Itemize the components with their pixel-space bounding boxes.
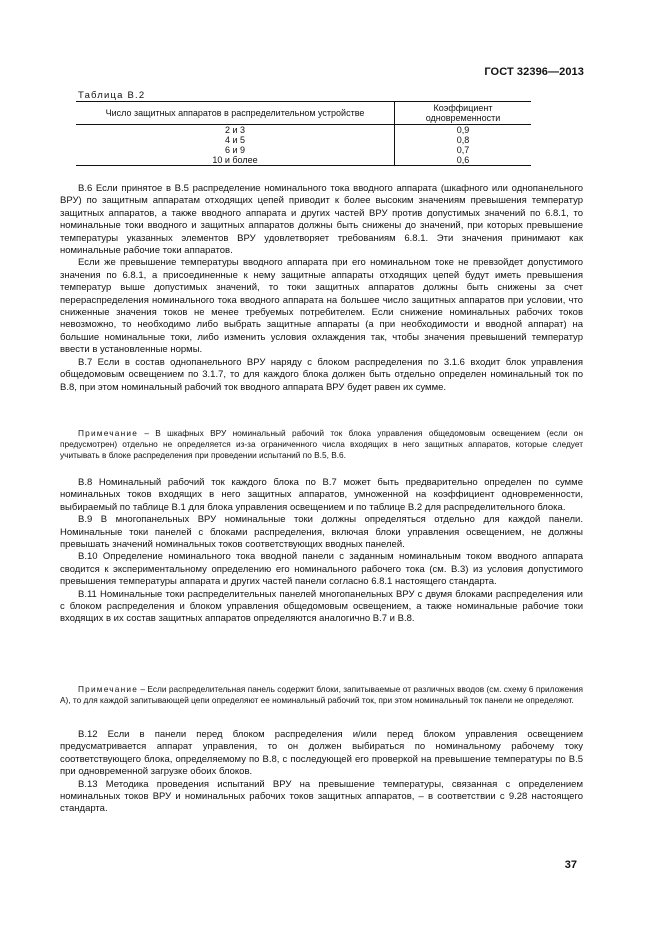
- paragraph-b6-cont: Если же превышение температуры вводного аппарата при его номинальном токе не превзойдет допустимого значения по 6.8.1, а присоединенные к нему защитные аппараты отходящих цепей будут иметь превышения температур выше допустимых значений, то токи защитных аппаратов должны быть снижены за счет перераспределения номинального тока вводного аппарата на большее число защитных аппаратов при условии, что сниженные значения токов не менее требуемых потребителем. Если снижение номинальных рабочих токов невозможно, то необходимо либо выбрать защитные аппараты (а при необходимости и вводной аппарат) на большие номинальные токи, либо изменить условия охлаждения так, чтобы значения превышений температур ввести в установленные нормы.: [60, 257, 583, 356]
- paragraph-b11: В.11 Номинальные токи распределительных панелей многопанельных ВРУ с двумя блоками распределения или с блоком распределения и блоком управления общедомовым освещением, а также номинальные рабочие токи входящих в их состав защитных аппаратов определяются аналогично В.7 и В.8.: [60, 588, 583, 625]
- section-paragraphs-b: [60, 477, 583, 626]
- section-paragraphs-c: [60, 729, 583, 816]
- note-2: [60, 684, 583, 706]
- coefficient-table: [76, 101, 531, 166]
- table-cell-coef: 0,6: [395, 155, 532, 166]
- table-cell-coef: 0,7: [456, 145, 470, 155]
- note-text: – В шкафных ВРУ номинальный рабочий ток блока управления общедомовым освещением (если он предусмотрен) отдельно не определяется из-за ограниченного числа входящих в него защитных аппаратов, которые следует учитывать в блоке распределения при проведении испытаний по В.5, В.6.: [60, 428, 583, 461]
- note-label: Примечание: [78, 428, 139, 438]
- table-cell-count: 6 и 9: [76, 145, 395, 155]
- table-row: [76, 145, 531, 155]
- table-cell-count: 10 и более: [76, 155, 395, 166]
- table-row: [76, 155, 531, 166]
- document-code: ГОСТ 32396—2013: [484, 66, 584, 78]
- table-cell-count: 2 и 3: [76, 125, 395, 136]
- paragraph-b12: В.12 Если в панели перед блоком распределения и/или перед блоком управления освещением предусматривается аппарат управления, то он должен выбираться по номинальному рабочему току соответствующего блока, определяемому по В.8, с последующей его проверкой на превышение температуры по В.5 при одновременной загрузке обоих блоков.: [60, 729, 583, 778]
- paragraph-b7: В.7 Если в состав однопанельного ВРУ наряду с блоком распределения по 3.1.6 входит блок управления общедомовым освещением по 3.1.7, то для каждого блока должен быть отдельно определен номинальный ток по В.8, при этом номинальный рабочий ток вводного аппарата ВРУ будет равен их сумме.: [60, 356, 583, 393]
- paragraph-b13: В.13 Методика проведения испытаний ВРУ на превышение температуры, связанная с определением номинальных токов ВРУ и номинальных рабочих токов защитных аппаратов, – в соответствии с 9.28 настоящего стандарта.: [60, 778, 583, 815]
- paragraph-b6: В.6 Если принятое в В.5 распределение номинального тока вводного аппарата (шкафного или однопанельного ВРУ) по защитным аппаратам отходящих цепей приводит к более высоким значениям превышения температур защитных аппаратов, а также вводного аппарата и других частей ВРУ против допустимых значений по 6.8.1, то номинальные токи вводного и защитных аппаратов должны быть снижены до значений, при которых превышение температуры указанных элементов ВРУ удовлетворяет требованиям 6.8.1. Эти значения принимают как номинальные рабочие токи аппаратов.: [60, 183, 583, 257]
- table-row: [76, 135, 531, 145]
- paragraph-b9: В.9 В многопанельных ВРУ номинальные токи должны определяться отдельно для каждой панели. Номинальные токи панелей с блоками распределения, включая блоки управления освещением, не должны превышать значений номинальных токов соответствующих вводных панелей.: [60, 514, 583, 551]
- paragraph-b8: В.8 Номинальный рабочий ток каждого блока по В.7 может быть предварительно определен по сумме номинальных токов входящих в него защитных аппаратов, умноженной на коэффициент одновременности, выбираемый по таблице В.1 для блока управления освещением и по таблице В.2 для распределительного блока.: [60, 477, 583, 513]
- page-number: 37: [564, 859, 577, 871]
- section-paragraphs-a: [60, 183, 583, 394]
- table-row: [76, 125, 531, 136]
- table-header-coefficient: Коэффициент одновременности: [395, 102, 532, 125]
- table-cell-count: 4 и 5: [76, 135, 395, 145]
- note-label: Примечание: [78, 684, 139, 694]
- table-caption: Таблица В.2: [78, 90, 146, 101]
- paragraph-b10: В.10 Определение номинального тока вводной панели с заданным номинальным током вводного аппарата сводится к экспериментальному определению его номинального рабочего тока (см. В.3) из условия допустимого превышения температуры аппарата и других частей панели согласно 6.8.1 настоящего стандарта.: [60, 551, 583, 588]
- note-text: – Если распределительная панель содержит блоки, запитываемые от различных вводов (см. схему 6 приложения А), то для каждой запитывающей цепи определяют ее номинальный рабочий ток, при этом номинальный ток панели не определяют.: [60, 684, 583, 706]
- table-header-count: Число защитных аппаратов в распределительном устройстве: [76, 102, 395, 125]
- table-cell-coef: 0,8: [456, 135, 470, 145]
- table-cell-coef: 0,9: [456, 125, 470, 135]
- note-1: [60, 428, 583, 462]
